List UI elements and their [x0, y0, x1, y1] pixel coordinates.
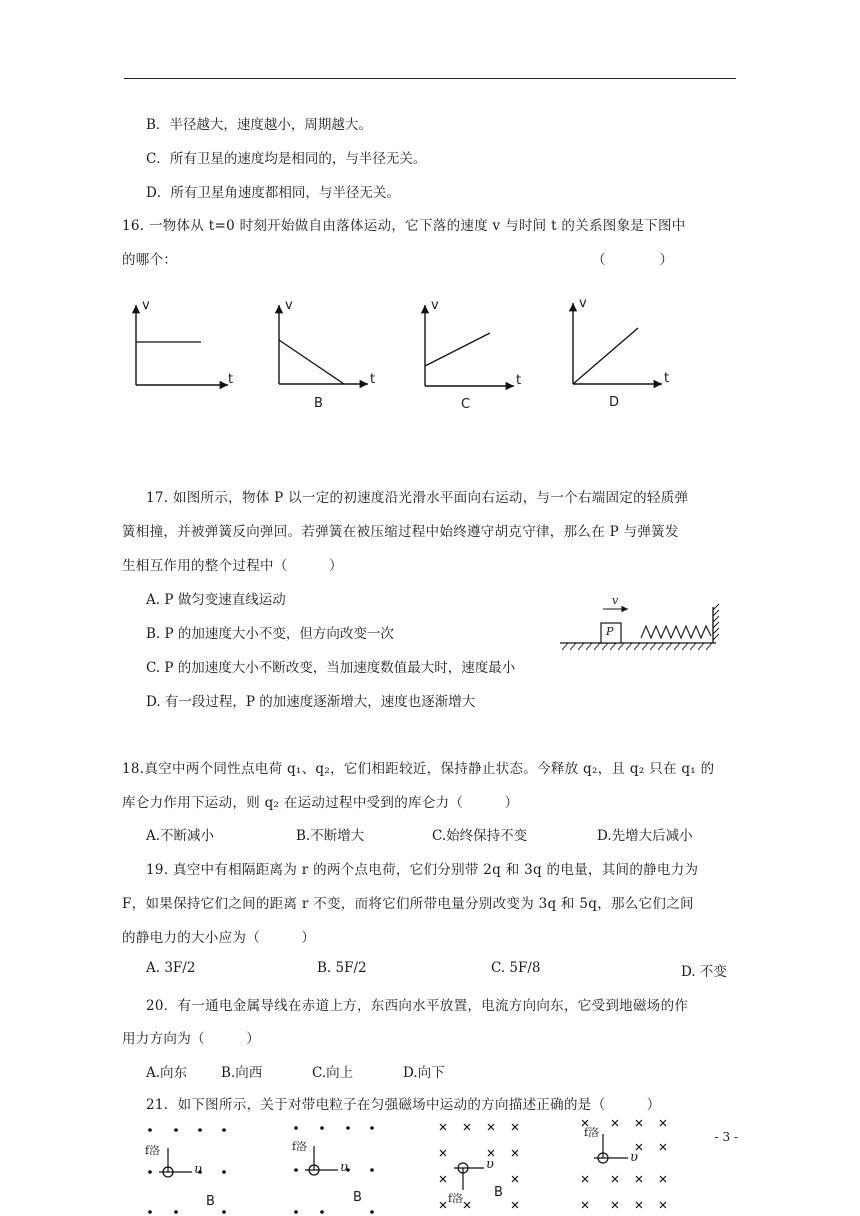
- graph-c-t-label: t: [516, 373, 522, 388]
- q17-stem-line3: 生相互作用的整个过程中（ ）: [122, 558, 343, 574]
- q17-block-label: P: [606, 625, 614, 638]
- q18-stem-line1: 18.真空中两个同性点电荷 q₁、q₂，它们相距较近，保持静止状态。今释放 q₂，且 q₂ 只在 q₁ 的: [122, 761, 715, 777]
- q21-p3-force-label: f洛: [448, 1192, 464, 1205]
- q20-stem-line1: 20．有一通电金属导线在赤道上方，东西向水平放置，电流方向向东，它受到地磁场的作: [146, 998, 689, 1014]
- q17-stem-line2: 簧相撞，并被弹簧反向弹回。若弹簧在被压缩过程中始终遵守胡克守律，那么在 P 与弹簧发: [122, 524, 679, 540]
- graph-d-label: D: [609, 395, 620, 410]
- q21-p2-field-label: B: [353, 1190, 362, 1205]
- q21-stem-line1: 21．如下图所示，关于对带电粒子在匀强磁场中运动的方向描述正确的是（ ）: [146, 1097, 661, 1113]
- q15-option-d: D．所有卫星角速度都相同，与半径无关。: [146, 185, 400, 201]
- q19-option-c: C. 5F/8: [491, 960, 541, 976]
- q21-p1-force-label: f洛: [145, 1144, 161, 1157]
- graph-b-label: B: [314, 396, 323, 411]
- q17-option-a: A. P 做匀变速直线运动: [146, 592, 286, 608]
- q21-p3-velocity-label: υ: [486, 1157, 494, 1172]
- graph-d-v-label: v: [579, 296, 587, 311]
- q20-option-c: C.向上: [312, 1065, 354, 1081]
- q17-stem-line1: 17. 如图所示，物体 P 以一定的初速度沿光滑水平面向右运动，与一个右端固定的轻质弹: [146, 490, 689, 506]
- q19-stem-line1: 19. 真空中有相隔距离为 r 的两个点电荷，它们分别带 2q 和 3q 的电量，其间的静电力为: [146, 862, 699, 878]
- q16-answer-bracket: （ ）: [592, 252, 673, 268]
- q18-option-c: C.始终保持不变: [432, 828, 528, 844]
- graph-c-label: C: [461, 397, 471, 412]
- q19-stem-line2: F，如果保持它们之间的距离 r 不变，而将它们所带电量分别改变为 3q 和 5q，那么它们之间: [122, 896, 694, 912]
- graph-b-t-label: t: [370, 372, 376, 387]
- q19-option-b: B. 5F/2: [317, 960, 367, 976]
- q18-option-d: D.先增大后减小: [597, 828, 693, 844]
- q21-p1-velocity-label: υ: [194, 1162, 202, 1177]
- q20-option-b: B.向西: [221, 1065, 263, 1081]
- q18-stem-line2: 库仑力作用下运动，则 q₂ 在运动过程中受到的库仑力（ ）: [122, 795, 519, 811]
- q18-option-b: B.不断增大: [296, 828, 365, 844]
- q20-option-a: A.向东: [146, 1065, 188, 1081]
- q21-p3-field-label: B: [494, 1185, 503, 1200]
- graph-c-v-label: v: [431, 298, 439, 313]
- q17-option-c: C. P 的加速度大小不断改变，当加速度数值最大时，速度最小: [146, 660, 516, 676]
- q17-option-d: D. 有一段过程，P 的加速度逐渐增大，速度也逐渐增大: [146, 694, 476, 710]
- q18-option-a: A.不断减小: [146, 828, 215, 844]
- q16-stem-line1: 16. 一物体从 t=0 时刻开始做自由落体运动，它下落的速度 v 与时间 t 的关系图象是下图中: [122, 218, 686, 234]
- graph-a-t-label: t: [228, 372, 234, 387]
- q21-p2-force-label: f洛: [292, 1140, 308, 1153]
- q20-option-d: D.向下: [403, 1065, 445, 1081]
- graph-a-v-label: v: [142, 298, 150, 313]
- q21-p4-force-label: f洛: [584, 1126, 600, 1139]
- q21-p1-field-label: B: [206, 1194, 215, 1209]
- q17-velocity-label: v: [612, 594, 619, 607]
- q16-stem-line2: 的哪个：: [122, 252, 178, 268]
- graph-b-v-label: v: [285, 298, 293, 313]
- q15-option-c: C．所有卫星的速度均是相同的，与半径无关。: [146, 151, 427, 167]
- q21-p4-velocity-label: υ: [630, 1150, 638, 1165]
- page-number: - 3 -: [714, 1130, 738, 1144]
- q19-option-a: A. 3F/2: [146, 960, 196, 976]
- q20-stem-line2: 用力方向为（ ）: [122, 1031, 260, 1047]
- q19-option-d: D. 不变: [681, 964, 727, 980]
- graph-d-t-label: t: [664, 371, 670, 386]
- q17-option-b: B. P 的加速度大小不变，但方向改变一次: [146, 626, 394, 642]
- q19-stem-line3: 的静电力的大小应为（ ）: [122, 930, 316, 946]
- q21-p2-velocity-label: υ: [340, 1160, 348, 1175]
- q15-option-b: B．半径越大，速度越小，周期越大。: [146, 117, 372, 133]
